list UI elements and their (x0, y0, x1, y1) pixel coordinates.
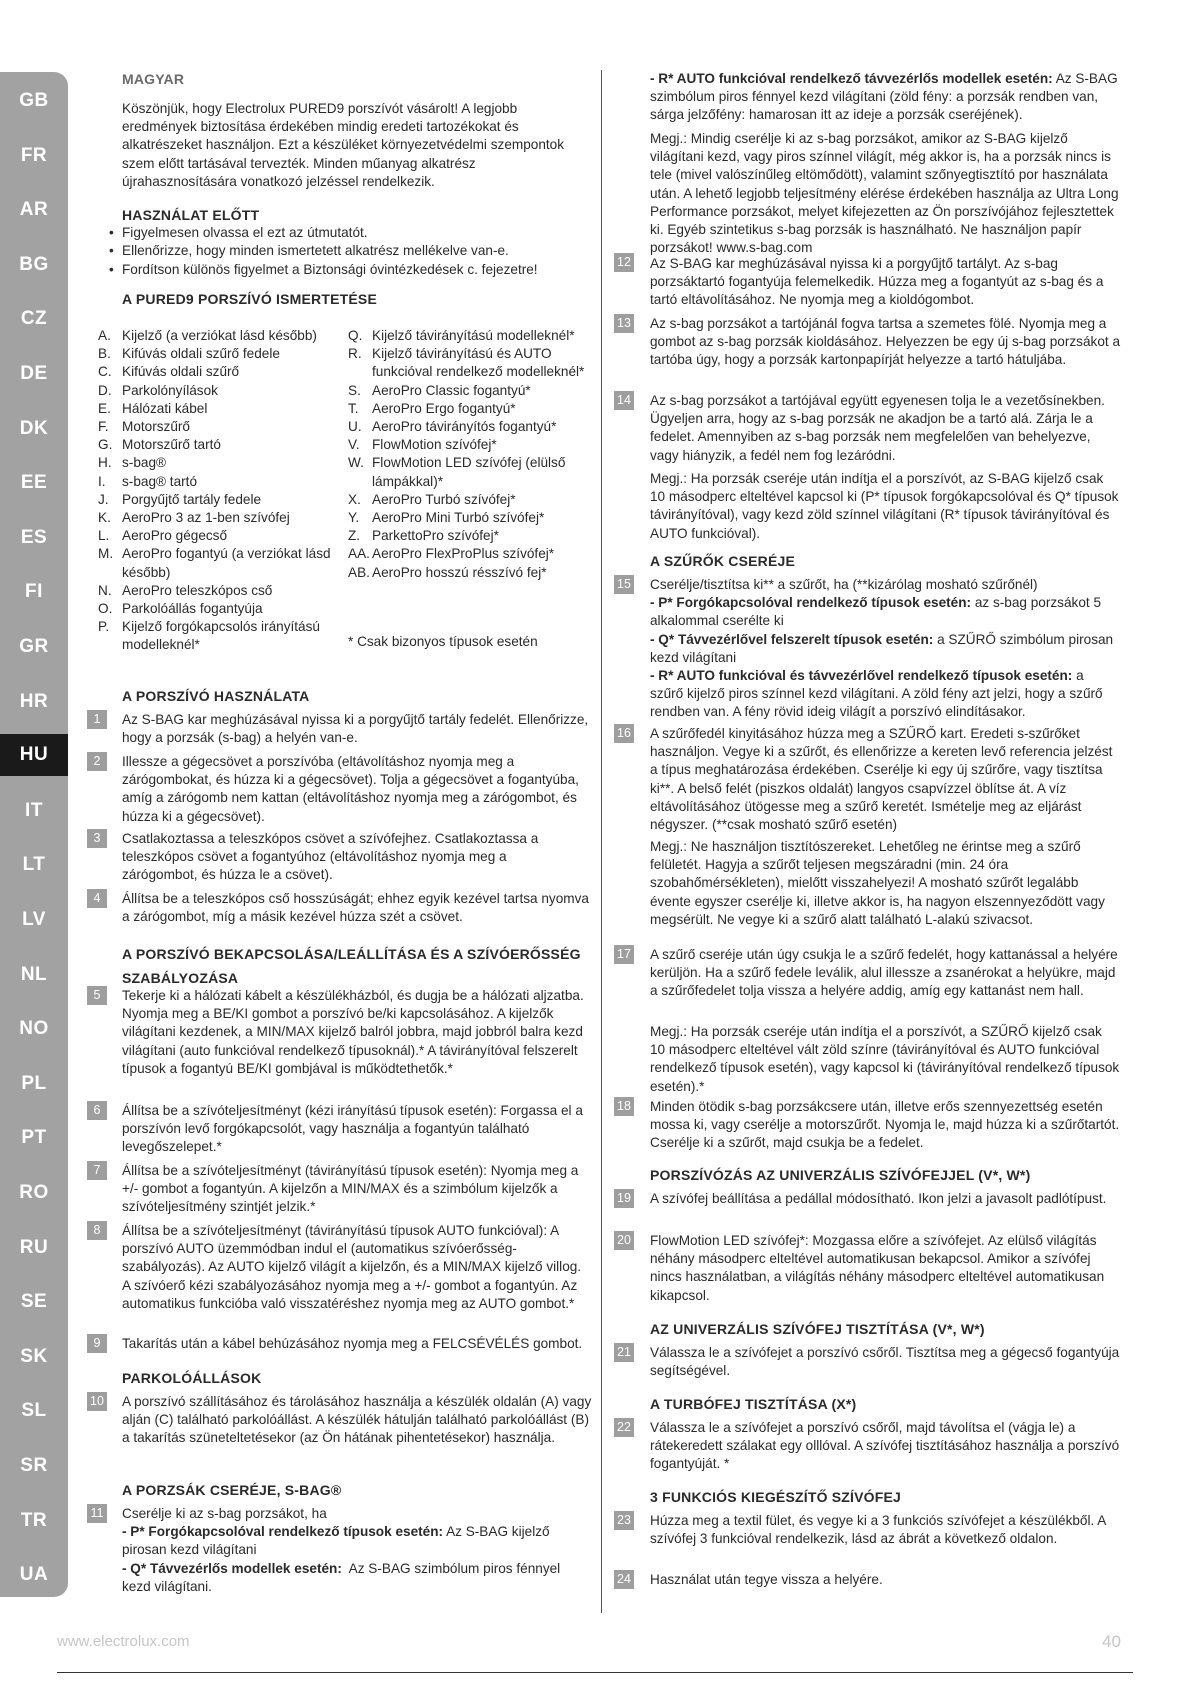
part-label: FlowMotion LED szívófej (elülső lámpákkal)* (372, 455, 566, 489)
language-tab-lt[interactable]: LT (22, 854, 46, 876)
part-item (348, 436, 593, 454)
part-label: FlowMotion szívófej* (372, 437, 497, 453)
step-15-q-value: a SZŰRŐ szimbólum pirosan kezd világítani (650, 631, 1114, 665)
part-label: AeroPro Turbó szívófej* (372, 491, 516, 507)
part-item (98, 454, 343, 472)
language-tab-ru[interactable]: RU (19, 1236, 49, 1258)
right-column (650, 70, 1120, 125)
left-column (122, 70, 582, 88)
step-11-q (122, 1560, 592, 1596)
part-label: AeroPro fogantyú (a verziókat lásd később) (122, 546, 331, 580)
step-1-text: Az S-BAG kar meghúzásával nyissa ki a porgyűjtő tartály fedelét. Ellenőrizze, hogy a porzsák (s-bag) a helyén van-e. (122, 712, 589, 746)
description-heading: A PURED9 PORSZÍVÓ ISMERTETÉSE (122, 291, 377, 307)
part-item (348, 418, 593, 436)
language-tab-hr[interactable]: HR (19, 690, 49, 712)
part-item (98, 527, 343, 545)
step-number: 11 (87, 1504, 107, 1523)
step-number: 18 (614, 1097, 634, 1116)
language-tab-it[interactable]: IT (25, 799, 43, 821)
step-number: 24 (614, 1570, 634, 1589)
turbo-heading: A TURBÓFEJ TISZTÍTÁSA (X*) (650, 1396, 857, 1412)
before-use-list (122, 224, 592, 279)
language-tab-hu[interactable]: HU (0, 734, 68, 776)
note-4: Megj.: Ha porzsák cseréje után indítja el a porszívót, a SZŰRŐ kijelző csak 10 másodperc elteltével vált zöld színre (távirányítóval és AUTO funkcióval rendelkező típusok esetén), vagy kapcsol ki (távirányítóval rendelkező típusok esetén).* (650, 1024, 1120, 1094)
part-item (348, 545, 593, 563)
step-11-intro: Cserélje ki az s-bag porzsákot, ha (122, 1506, 327, 1521)
step-number: 21 (614, 1343, 634, 1362)
step-number: 22 (614, 1418, 634, 1437)
part-label: Parkolóállás fogantyúja (122, 601, 263, 617)
step-15-text (650, 576, 1120, 722)
step-number: 8 (87, 1221, 107, 1240)
part-item (98, 600, 343, 618)
part-item (348, 491, 593, 509)
part-label: Kijelző távirányítású modelleknél* (372, 328, 575, 343)
language-tab-nl[interactable]: NL (20, 963, 48, 985)
language-tab-se[interactable]: SE (20, 1291, 48, 1313)
step-number: 9 (87, 1334, 107, 1353)
part-label: Motorszűrő (122, 419, 190, 435)
step-19-text: A szívófej beállítása a pedállal módosítható. Ikon jelzi a javasolt padlótípust. (650, 1191, 1107, 1206)
step-10-text: A porszívó szállításához és tárolásához használja a készülék oldalán (A) vagy alján (C) található parkolóállást. A készülék hátulján található parkolóállást (B) a takarítás szüneteltetésekor (az Ön hátának pihentetésekor) használja. (122, 1394, 592, 1446)
language-tab-es[interactable]: ES (20, 526, 48, 548)
parts-list-right (348, 327, 593, 582)
part-key: V. (348, 437, 360, 453)
step-7-text: Állítsa be a szívóteljesítményt (távirányítású típusok esetén): Nyomja meg a +/- gombot a fogantyún. A kijelzőn a MIN/MAX és a szimbólum kijelzők a szívóteljesítmény szintjét jelzik.* (122, 1163, 579, 1215)
part-item (98, 491, 343, 509)
part-label: AeroPro teleszkópos cső (122, 582, 273, 598)
language-tab-no[interactable]: NO (19, 1018, 49, 1040)
part-label: AeroPro Mini Turbó szívófej* (372, 510, 545, 526)
step-15-p (650, 594, 1120, 630)
step-20-text: FlowMotion LED szívófej*: Mozgassa előre a szívófejet. Az elülső világítás néhány másodperc elteltével automatikusan bekapcsol. Amikor a szívófej nincs használatban, a világítás néhány másodperc elteltével automatikusan kikapcsol. (650, 1233, 1105, 1303)
language-sidebar (0, 72, 68, 1597)
part-key: W. (348, 455, 364, 471)
part-item (98, 509, 343, 527)
step-12-text: Az S-BAG kar meghúzásával nyissa ki a porgyűjtő tartályt. Az s-bag porzsáktartó fogantyúja felemelkedik. Húzza meg a fogantyút az s-bag és a tartó eltávolításához. Ne nyomja meg a kioldógombot. (650, 256, 1104, 308)
step-16-text: A szűrőfedél kinyitásához húzza meg a SZŰRŐ kart. Eredeti s-szűrőket használjon. Vegye ki a szűrőt, és ellenőrizze a kereten levő referencia jelzést a típus meghatározása érdekében. Cserélje ki egy új szűrőre, vagy tisztítsa ki**. A belső felét (piszkos oldalát) langyos csapvízzel öblítse át. A víz eltávolításához ütögesse meg a szűrő keretét. Ismételje meg az eljárást négyszer. (**csak mosható szűrő esetén) (650, 726, 1113, 833)
part-key: P. (98, 619, 110, 635)
list-item: • Ellenőrizze, hogy minden ismertetett alkatrész mellékelve van-e. (122, 242, 592, 260)
step-number: 16 (614, 724, 634, 743)
part-label: AeroPro távirányítós fogantyú* (372, 419, 557, 435)
part-label: Motorszűrő tartó (122, 437, 221, 453)
part-key: Y. (348, 510, 360, 526)
step-number: 13 (614, 314, 634, 333)
part-item (98, 382, 343, 400)
language-tab-pl[interactable]: PL (21, 1072, 47, 1094)
part-label: s-bag® tartó (122, 473, 197, 489)
note-3: Megj.: Ne használjon tisztítószereket. Lehetőleg ne érintse meg a szűrő felületét. Hagyja a szűrőt teljesen megszáradni (min. 24 óra szobahőmérsékleten), mielőtt visszahelyezi! A mosható szűrőt legalább évente egyszer cserélje ki, illetve akkor is, ha nagyon elszennyeződött vagy megsérült. Ne vegye ki a szűrő alatt található L-alakú szivacsot. (650, 839, 1105, 927)
step-18-text: Minden ötödik s-bag porzsákcsere után, illetve erős szennyezettség esetén mossa ki, vagy cserélje a motorszűrőt. Nyomja le, majd húzza ki a szűrőtartót. Cserélje ki a szűrőt, majd csukja be a fedelet. (650, 1099, 1120, 1151)
language-tab-ar[interactable]: AR (19, 199, 49, 221)
intro-text (122, 100, 582, 191)
part-label: Kijelző forgókapcsolós irányítású modelleknél* (122, 619, 320, 653)
part-item (98, 418, 343, 436)
language-tab-ee[interactable]: EE (20, 472, 48, 494)
step-11-q-value: Az S-BAG szimbólum piros fénnyel kezd világítani. (122, 1560, 561, 1594)
part-item (98, 582, 343, 600)
column-divider (601, 70, 602, 1613)
universal-heading: PORSZÍVÓZÁS AZ UNIVERZÁLIS SZÍVÓFEJJEL (V*, W*) (650, 1167, 1031, 1183)
r-model-value: Az S-BAG szimbólum piros fénnyel kezd világítani (zöld fény: a porzsák rendben van, sárga jelzőfény: hamarosan itt az ideje a porzsák cseréjének). (650, 71, 1118, 123)
part-item (98, 327, 343, 345)
part-item (348, 509, 593, 527)
step-15-q (650, 631, 1120, 667)
step-15-r-value: a szűrő kijelző piros színnel kezd világítani. A zöld fény azt jelzi, hogy a szűrő rendben van. A fény rövid ideig világít a porszívó elindításakor. (650, 668, 1103, 720)
step-number: 14 (614, 391, 634, 410)
part-item (98, 400, 343, 418)
parts-list-left (98, 327, 343, 655)
step-8-text: Állítsa be a szívóteljesítményt (távirányítású típusok AUTO funkcióval): A porszívó AUTO üzemmódban indul el (automatikus szívóerősség-szabályozás). Az AUTO kijelző világít a kijelzőn, és a MIN/MAX kijelző villog. A szívóerő kézi szabályozásához nyomja meg a +/- gombot a fogantyún. Az automatikus funkcióba való visszatéréshez nyomja meg az AUTO gombot.* (122, 1223, 582, 1311)
footer-url[interactable]: www.electrolux.com (57, 1633, 190, 1650)
part-key: B. (98, 346, 111, 362)
part-key: M. (98, 546, 114, 562)
part-label: Kifúvás oldali szűrő fedele (122, 346, 280, 362)
step-11-q-label: - Q* Távvezérlős modellek esetén: (122, 1560, 342, 1576)
language-tab-de[interactable]: DE (20, 363, 48, 384)
note-2: Megj.: Ha porzsák cseréje után indítja el a porszívót, az S-BAG kijelző csak 10 másodperc elteltével kapcsol ki (P* típusok forgókapcsolóval és Q* típusok távirányítóval), vagy kezd zöld színnel világítani (R* típusok távirányítóval és AUTO funkcióval). (650, 471, 1119, 541)
list-item: • Figyelmesen olvassa el ezt az útmutatót. (122, 224, 592, 242)
step-4-text: Állítsa be a teleszkópos cső hosszúságát; ehhez egyik kezével tartsa nyomva a zárógombot, míg a másik kezével húzza szét a csövet. (122, 891, 589, 925)
step-number: 2 (87, 752, 107, 771)
language-tab-gb[interactable]: GB (19, 90, 49, 111)
part-label: AeroPro hosszú résszívó fej* (372, 564, 547, 580)
part-label: AeroPro FlexProPlus szívófej* (372, 546, 555, 562)
part-key: R. (348, 346, 362, 362)
step-number: 1 (87, 710, 107, 729)
parts-footnote: * Csak bizonyos típusok esetén (348, 634, 538, 649)
step-24-text: Használat után tegye vissza a helyére. (650, 1572, 883, 1587)
part-item (348, 327, 593, 345)
step-15-r (650, 667, 1120, 722)
part-key: K. (98, 510, 111, 526)
step-15-q-label: - Q* Távvezérlővel felszerelt típusok esetén: (650, 631, 934, 647)
r-model-paragraph (650, 70, 1120, 125)
part-item (348, 400, 593, 418)
language-tab-bg[interactable]: BG (19, 253, 49, 275)
onoff-heading: A PORSZÍVÓ BEKAPCSOLÁSA/LEÁLLÍTÁSA ÉS A SZÍVÓERŐSSÉG SZABÁLYOZÁSA (122, 946, 581, 986)
three-function-heading: 3 FUNKCIÓS KIEGÉSZÍTŐ SZÍVÓFEJ (650, 1489, 902, 1505)
step-number: 3 (87, 829, 107, 848)
part-label: AeroPro Ergo fogantyú* (372, 400, 516, 416)
step-2-text: Illessze a gégecsövet a porszívóba (eltávolításhoz nyomja meg a zárógombokat, és húzza ki a gégecsövet). Tolja a gégecsövet a fogantyúba, amíg a zárógomb nem kattan (eltávolításhoz nyomja meg a zárógombot, és húzza ki a gégecsövet). (122, 754, 579, 824)
step-21-text: Válassza le a szívófejet a porszívó csőről. Tisztítsa meg a gégecső fogantyúja segítségével. (650, 1345, 1120, 1379)
part-key: G. (98, 437, 113, 453)
step-number: 17 (614, 945, 634, 964)
part-key: U. (348, 419, 362, 435)
part-key: D. (98, 382, 112, 398)
part-label: ParkettoPro szívófej* (372, 528, 499, 544)
part-key: AB. (348, 564, 370, 580)
step-17-text: A szűrő cseréje után úgy csukja le a szűrő fedelét, hogy kattanással a helyére kerüljön. Ha a szűrő fedele leválik, alul illessze a zsanérokat a helyükre, majd a szűrőfedelet tolja vissza a helyére addig, amíg egy kattanást nem hall. (650, 947, 1118, 999)
part-key: I. (98, 473, 106, 489)
step-5-text: Tekerje ki a hálózati kábelt a készülékházból, és dugja be a hálózati aljzatba. Nyomja meg a BE/KI gombot a porszívó be/ki kapcsolásához. A kijelzők világítani kezdenek, a MIN/MAX kijelző balról jobbra, majd jobbról balra kezd világítani (auto funkcióval rendelkező típusoknál).* A távirányítóval felszerelt típusok a fogantyú BE/KI gombjával is működtethetők.* (122, 988, 584, 1076)
part-item (348, 345, 593, 381)
part-item (98, 363, 343, 381)
language-tab-ro[interactable]: RO (19, 1182, 49, 1203)
bottom-rule (57, 1672, 1133, 1673)
step-number: 6 (87, 1101, 107, 1120)
step-6-text: Állítsa be a szívóteljesítményt (kézi irányítású típusok esetén): Forgassa el a porszívón levő forgókapcsolót, vagy használja a fogantyún található levegőszelepet.* (122, 1103, 583, 1155)
step-13-text: Az s-bag porzsákot a tartójánál fogva tartsa a szemetes fölé. Nyomja meg a gombot az s-bag porzsák kioldásához. Helyezzen be egy új s-bag porzsákot a tartóba úgy, hogy a porzsák kartonpapírját helyezze a tartó hátuljába. (650, 316, 1120, 368)
part-item (98, 618, 343, 654)
part-label: AeroPro gégecső (122, 528, 228, 544)
step-number: 7 (87, 1161, 107, 1180)
step-15-intro: Cserélje/tisztítsa ki** a szűrőt, ha (**kizárólag mosható szűrőnél) (650, 577, 1038, 592)
part-label: Kifúvás oldali szűrő (122, 364, 240, 380)
step-3-text: Csatlakoztassa a teleszkópos csövet a szívófejhez. Csatlakoztassa a teleszkópos csövet a fogantyúhoz (eltávolításhoz nyomja meg a zárógombot, és húzza le a csövet). (122, 831, 539, 883)
step-number: 10 (87, 1392, 107, 1411)
step-number: 5 (87, 986, 107, 1005)
step-number: 23 (614, 1511, 634, 1530)
step-15-p-value: az s-bag porzsákot 5 alkalommal cserélte ki (650, 595, 1102, 629)
before-use-heading: HASZNÁLAT ELŐTT (122, 207, 260, 223)
part-key: E. (98, 400, 111, 416)
language-tab-sr[interactable]: SR (20, 1455, 48, 1476)
step-number: 19 (614, 1189, 634, 1208)
part-key: T. (348, 400, 359, 416)
part-key: N. (98, 582, 112, 598)
step-number: 4 (87, 889, 107, 908)
bag-heading: A PORZSÁK CSERÉJE, S-BAG® (122, 1482, 342, 1498)
step-11-text (122, 1505, 592, 1596)
step-number: 12 (614, 253, 634, 272)
part-item (348, 527, 593, 545)
part-key: F. (98, 419, 109, 435)
part-item (98, 345, 343, 363)
step-15-r-label: - R* AUTO funkcióval és távvezérlővel rendelkező típusok esetén: (650, 668, 1073, 684)
part-item (98, 545, 343, 581)
step-number: 20 (614, 1231, 634, 1250)
language-tab-pt[interactable]: PT (21, 1127, 47, 1149)
step-22-text: Válassza le a szívófejet a porszívó csőről, majd távolítsa el (vágja le) a rátekeredett szálakat egy olllóval. A szívófej tisztításához használja a porszívó fogantyúját. * (650, 1420, 1120, 1472)
part-key: Q. (348, 328, 363, 343)
intro-paragraph: Köszönjük, hogy Electrolux PURED9 porszívót vásárolt! A legjobb eredmények biztosítása érdekében mindig eredeti tartozékokat és alkatrészeket használjon. Ezt a készüléket környezetvédelmi szempontok szem előtt tartásával tervezték. Minden műanyag alkatrész újrahasznosítására vonatkozó jelzéssel rendelkezik. (122, 101, 565, 189)
part-key: J. (98, 491, 109, 507)
part-key: O. (98, 601, 113, 617)
language-tab-gr[interactable]: GR (19, 636, 49, 657)
part-label: AeroPro 3 az 1-ben szívófej (122, 510, 290, 526)
filter-heading: A SZŰRŐK CSERÉJE (650, 553, 796, 569)
language-heading: MAGYAR (122, 71, 185, 87)
step-23-text: Húzza meg a textil fület, és vegye ki a 3 funkciós szívófejet a készülékből. A szívófej 3 funkcióval rendelkezik, lásd az ábrát a következő oldalon. (650, 1513, 1106, 1547)
part-item (348, 382, 593, 400)
part-key: S. (348, 382, 361, 398)
language-tab-sl[interactable]: SL (21, 1400, 47, 1422)
part-item (348, 454, 593, 490)
language-tab-fr[interactable]: FR (20, 144, 48, 166)
step-14-text: Az s-bag porzsákot a tartójával együtt egyenesen tolja le a vezetősínekben. Ügyeljen arra, hogy az s-bag porzsák ne akadjon be a tartó alá. Zárja le a fedelet. Amennyiben az s-bag porzsák nem megfelelően van behelyezve, vagy hiányzik, a fedél nem fog lezáródni. (650, 393, 1105, 463)
part-key: Z. (348, 528, 361, 544)
part-label: AeroPro Classic fogantyú* (372, 382, 531, 398)
language-tab-lv[interactable]: LV (22, 909, 46, 930)
part-item (98, 473, 343, 491)
step-15-p-label: - P* Forgókapcsolóval rendelkező típusok esetén: (650, 595, 972, 611)
list-item: • Fordítson különös figyelmet a Biztonsági óvintézkedések c. fejezetre! (122, 261, 592, 279)
part-key: AA. (348, 546, 370, 562)
part-key: C. (98, 364, 112, 380)
part-label: Parkolónyílások (122, 382, 218, 398)
language-tab-fi[interactable]: FI (25, 581, 43, 603)
part-label: s-bag® (122, 455, 167, 471)
r-model-label: - R* AUTO funkcióval rendelkező távvezérlős modellek esetén: (650, 71, 1053, 86)
part-item (98, 436, 343, 454)
part-key: X. (348, 491, 361, 507)
parking-heading: PARKOLÓÁLLÁSOK (122, 1370, 262, 1386)
step-9-text: Takarítás után a kábel behúzásához nyomja meg a FELCSÉVÉLÉS gombot. (122, 1336, 583, 1351)
cleaning-heading: AZ UNIVERZÁLIS SZÍVÓFEJ TISZTÍTÁSA (V*, W*) (650, 1321, 985, 1337)
note-1: Megj.: Mindig cserélje ki az s-bag porzsákot, amikor az S-BAG kijelző világítani kezd, vagy piros színnel világít, még akkor is, ha a porzsák nincs is tele (mivel valószínűleg eltömődött), valamint szőnyegtisztító por használata után. A lehető legjobb teljesítmény elérése érdekében használja az Ultra Long Performance porzsákot, melyet kifejezetten az Ön porszívójához fejlesztettek ki. Egyéb szintetikus s-bag porzsák is használható. Ne használjon papír porzsákot! www.s-bag.com (650, 131, 1119, 256)
part-key: L. (98, 528, 110, 544)
part-key: A. (98, 328, 111, 343)
language-tab-ua[interactable]: UA (19, 1564, 49, 1586)
language-tab-dk[interactable]: DK (19, 417, 49, 439)
step-11-p-value: Az S-BAG kijelző pirosan kezd világítani (122, 1524, 550, 1558)
usage-heading: A PORSZÍVÓ HASZNÁLATA (122, 688, 310, 704)
part-key: H. (98, 455, 112, 471)
part-label: Porgyűjtő tartály fedele (122, 491, 262, 507)
step-11-p (122, 1523, 592, 1559)
language-tab-tr[interactable]: TR (20, 1509, 48, 1531)
part-label: Hálózati kábel (122, 400, 208, 416)
part-label: Kijelző (a verziókat lásd később) (122, 328, 317, 343)
language-tab-sk[interactable]: SK (20, 1345, 48, 1367)
step-number: 15 (614, 575, 634, 594)
language-tab-cz[interactable]: CZ (20, 308, 48, 330)
page-number: 40 (1102, 1632, 1121, 1651)
step-11-p-label: - P* Forgókapcsolóval rendelkező típusok esetén: (122, 1524, 444, 1540)
part-label: Kijelző távirányítású és AUTO funkcióval rendelkező modelleknél* (372, 346, 585, 380)
part-item (348, 564, 593, 582)
